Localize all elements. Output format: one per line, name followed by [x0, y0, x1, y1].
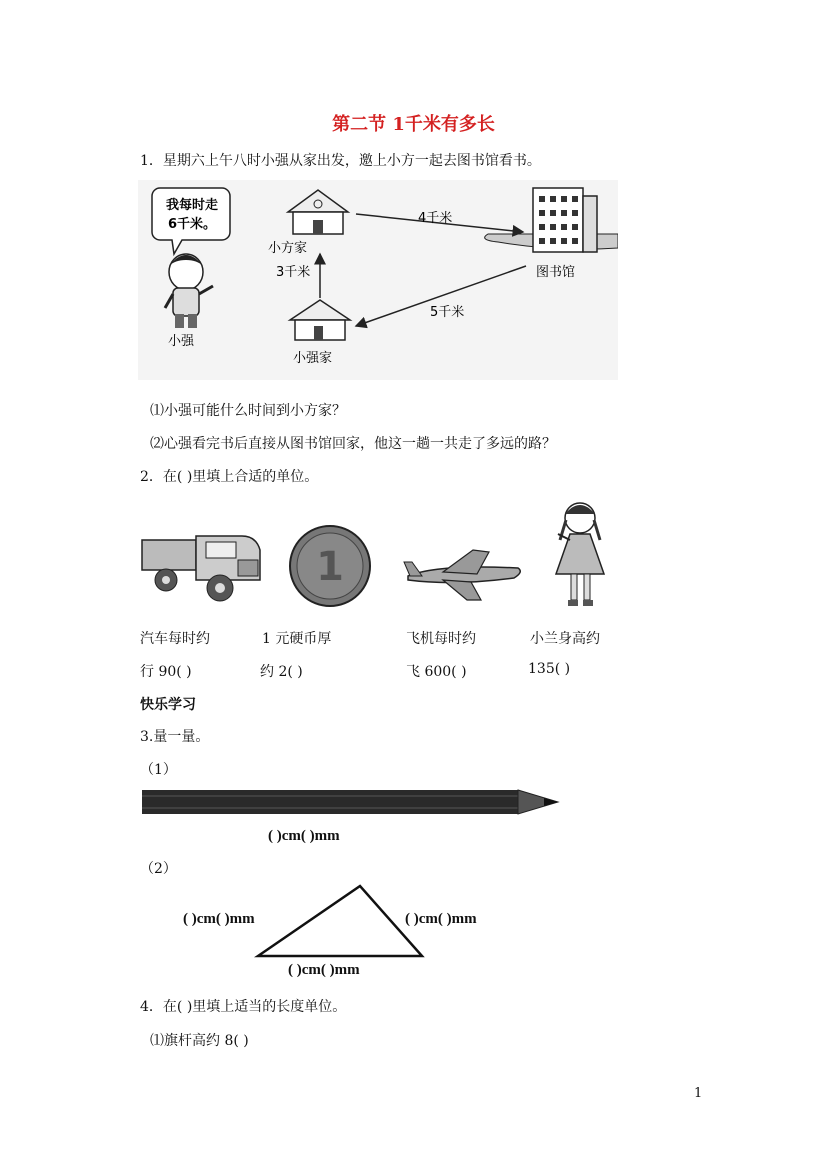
q1-sub2: ⑵心强看完书后直接从图书馆回家，他这一趟一共走了多远的路？ [150, 436, 556, 452]
pencil-body [142, 790, 518, 814]
page-number: 1 [694, 1086, 703, 1101]
q2-item-girl-line2: 135( ) [528, 661, 571, 677]
q2-item-girl-line1: 小兰身高约 [530, 631, 600, 647]
label-library: 图书馆 [536, 265, 576, 280]
label-xiaoqiang: 小强 [168, 334, 195, 349]
truck-icon [142, 536, 260, 601]
pencil-figure [140, 786, 560, 820]
q3-triangle-left-blank: ( )cm( )mm [183, 911, 255, 927]
q2-item-truck-line2: 行 90( ) [140, 664, 192, 680]
triangle-figure [250, 880, 430, 960]
q4-sub1: ⑴旗杆高约 8( ) [150, 1033, 249, 1049]
label-xiaoqiang-home: 小强家 [293, 351, 333, 366]
q1-stem: 1．星期六上午八时小强从家出发，邀上小方一起去图书馆看书。 [140, 153, 541, 169]
q1-route-figure [138, 180, 618, 380]
distance-library-to-home: 5千米 [430, 305, 465, 320]
q2-item-coin-line1: 1 元硬币厚 [262, 631, 332, 647]
distance-home-to-fang: 3千米 [276, 265, 311, 280]
q2-item-plane-line2: 飞 600( ) [406, 664, 467, 680]
speech-line-1: 我每时走 [165, 198, 219, 213]
q2-item-coin-line2: 约 2( ) [260, 664, 303, 680]
q3-triangle-bottom-blank: ( )cm( )mm [288, 962, 360, 978]
q4-stem: 4．在( )里填上适当的长度单位。 [140, 999, 347, 1015]
page-title: 第二节 1千米有多长 [332, 114, 495, 135]
svg-text:1: 1 [316, 544, 344, 590]
coin-icon [290, 526, 370, 606]
airplane-icon [404, 550, 520, 600]
q2-stem: 2．在( )里填上合适的单位。 [140, 469, 319, 485]
q3-part2-label: （2） [140, 861, 177, 877]
girl-xiaolan-icon [556, 503, 604, 606]
q3-pencil-blank: ( )cm( )mm [268, 828, 340, 844]
q3-stem: 3.量一量。 [140, 729, 210, 745]
label-xiaofang-home: 小方家 [268, 241, 308, 256]
triangle-shape [258, 886, 422, 956]
q2-item-truck-line1: 汽车每时约 [140, 631, 210, 647]
speech-line-2: 6千米。 [167, 217, 217, 232]
q2-item-plane-line1: 飞机每时约 [406, 631, 476, 647]
q3-part1-label: （1） [140, 762, 177, 778]
q2-images [138, 496, 638, 616]
distance-fang-to-library: 4千米 [418, 211, 453, 226]
q1-sub1: ⑴小强可能什么时间到小方家？ [150, 403, 346, 419]
section-heading: 快乐学习 [140, 697, 196, 713]
q3-triangle-right-blank: ( )cm( )mm [405, 911, 477, 927]
